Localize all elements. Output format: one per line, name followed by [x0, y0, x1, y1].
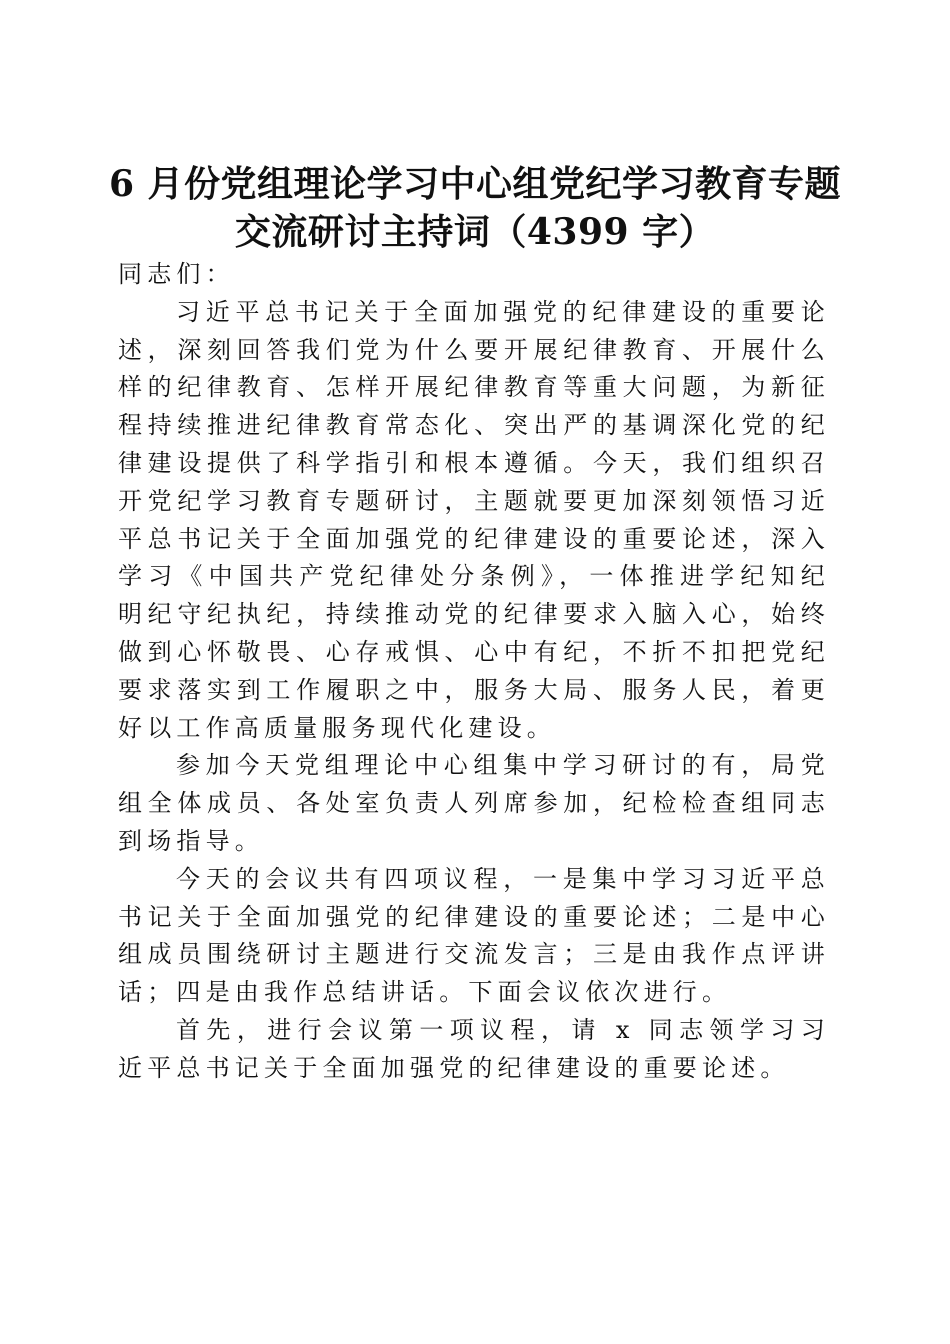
paragraph-1: 习近平总书记关于全面加强党的纪律建设的重要论述，深刻回答我们党为什么要开展纪律教育、开展什么样的纪律教育、怎样开展纪律教育等重大问题，为新征程持续推进纪律教育常态化、突出严的基调深化党的纪律建设提供了科学指引和根本遵循。今天，我们组织召开党纪学习教育专题研讨，主题就要更加深刻领悟习近平总书记关于全面加强党的纪律建设的重要论述，深入学习《中国共产党纪律处分条例》，一体推进学纪知纪明纪守纪执纪，持续推动党的纪律要求入脑入心，始终做到心怀敬畏、心存戒惧、心中有纪，不折不扣把党纪要求落实到工作履职之中，服务大局、服务人民，着更好以工作高质量服务现代化建设。 [118, 297, 830, 742]
title-line-2: 交流研讨主持词（4399 字） [234, 211, 716, 254]
document-title [80, 160, 870, 256]
paragraph-3: 今天的会议共有四项议程，一是集中学习习近平总书记关于全面加强党的纪律建设的重要论述；二是中心组成员围绕研讨主题进行交流发言；三是由我作点评讲话；四是由我作总结讲话。下面会议依次进行。 [118, 864, 830, 1007]
paragraph-4: 首先，进行会议第一项议程，请 x 同志领学习习近平总书记关于全面加强党的纪律建设的重要论述。 [118, 1015, 830, 1082]
document-body [118, 256, 830, 1088]
greeting: 同志们： [118, 260, 235, 288]
paragraph-2: 参加今天党组理论中心组集中学习研讨的有，局党组全体成员、各处室负责人列席参加，纪检检查组同志到场指导。 [118, 751, 830, 855]
title-line-1: 6 月份党组理论学习中心组党纪学习教育专题 [108, 163, 842, 206]
